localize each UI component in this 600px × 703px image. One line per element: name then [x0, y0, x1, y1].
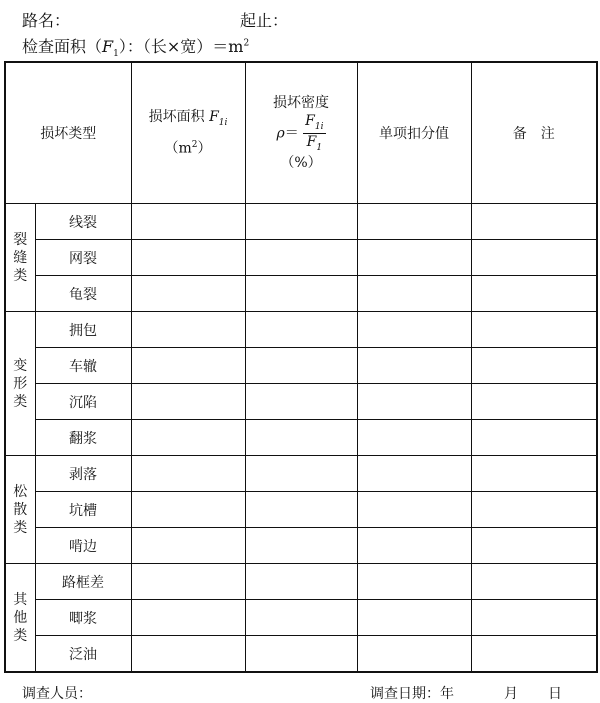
table-row [5, 636, 597, 673]
damage-area-label: 损坏面积 [148, 109, 205, 126]
damage-area-cell[interactable] [131, 420, 245, 456]
area-formula: ）：（长×宽）＝m [118, 37, 244, 56]
table-row [5, 492, 597, 528]
damage-area-cell[interactable] [131, 204, 245, 240]
table-row [5, 384, 597, 420]
header-damage-area [131, 62, 245, 204]
damage-area-cell[interactable] [131, 384, 245, 420]
table-row [5, 456, 597, 492]
remarks-cell[interactable] [471, 204, 597, 240]
year-label: 年 [440, 686, 454, 702]
damage-density-cell[interactable] [245, 636, 357, 673]
remarks-cell[interactable] [471, 348, 597, 384]
table-row [5, 528, 597, 564]
header-damage-density [245, 62, 357, 204]
remarks-cell[interactable] [471, 564, 597, 600]
deduction-cell[interactable] [357, 204, 471, 240]
damage-density-label: 损坏密度 [273, 94, 329, 111]
remarks-cell[interactable] [471, 384, 597, 420]
damage-item: 啃边 [35, 528, 131, 564]
damage-area-unit-close: ） [197, 140, 212, 157]
density-formula [246, 114, 357, 153]
deduction-cell[interactable] [357, 564, 471, 600]
deduction-cell[interactable] [357, 492, 471, 528]
damage-area-unit-exponent: 2 [191, 140, 198, 151]
damage-density-cell[interactable] [245, 384, 357, 420]
category-loosening: 松 散 类 [5, 456, 35, 564]
damage-item: 龟裂 [35, 276, 131, 312]
remarks-cell[interactable] [471, 636, 597, 673]
category-cracks: 裂 缝 类 [5, 204, 35, 312]
damage-density-cell[interactable] [245, 528, 357, 564]
survey-date-label: 调查日期： [370, 686, 440, 702]
table-row [5, 276, 597, 312]
damage-area-cell[interactable] [131, 456, 245, 492]
table-row [5, 312, 597, 348]
deduction-cell[interactable] [357, 456, 471, 492]
damage-area-cell[interactable] [131, 276, 245, 312]
category-other: 其 他 类 [5, 564, 35, 673]
day-label: 日 [548, 686, 562, 702]
remarks-cell[interactable] [471, 528, 597, 564]
remarks-cell[interactable] [471, 240, 597, 276]
damage-density-cell[interactable] [245, 204, 357, 240]
survey-date [370, 683, 562, 703]
deduction-cell[interactable] [357, 240, 471, 276]
deduction-cell[interactable] [357, 528, 471, 564]
remarks-cell[interactable] [471, 456, 597, 492]
table-row [5, 420, 597, 456]
header-remarks: 备 注 [471, 62, 597, 204]
remarks-cell[interactable] [471, 276, 597, 312]
damage-item: 唧浆 [35, 600, 131, 636]
damage-density-cell[interactable] [245, 420, 357, 456]
header-single-deduction: 单项扣分值 [357, 62, 471, 204]
inspection-area-line [22, 34, 249, 59]
deduction-cell[interactable] [357, 276, 471, 312]
damage-area-subscript: 1i [218, 118, 228, 129]
category-deformation: 变 形 类 [5, 312, 35, 456]
road-name-label: 路名： [22, 11, 71, 30]
density-unit: （%） [280, 155, 322, 172]
damage-density-cell[interactable] [245, 456, 357, 492]
damage-density-cell[interactable] [245, 312, 357, 348]
start-end-label: 起止： [240, 11, 289, 30]
density-equals: ＝ [284, 125, 299, 141]
month-label: 月 [504, 686, 518, 702]
damage-area-cell[interactable] [131, 564, 245, 600]
density-denominator: F [306, 133, 317, 150]
table-row [5, 564, 597, 600]
deduction-cell[interactable] [357, 636, 471, 673]
damage-area-cell[interactable] [131, 636, 245, 673]
remarks-cell[interactable] [471, 600, 597, 636]
damage-item: 翻浆 [35, 420, 131, 456]
damage-item: 线裂 [35, 204, 131, 240]
density-rho: ρ [276, 125, 285, 141]
damage-density-cell[interactable] [245, 600, 357, 636]
damage-item: 坑槽 [35, 492, 131, 528]
damage-density-cell[interactable] [245, 240, 357, 276]
remarks-cell[interactable] [471, 492, 597, 528]
damage-area-cell[interactable] [131, 240, 245, 276]
damage-item: 路框差 [35, 564, 131, 600]
header-damage-type: 损坏类型 [5, 62, 131, 204]
damage-area-cell[interactable] [131, 348, 245, 384]
deduction-cell[interactable] [357, 384, 471, 420]
damage-item: 泛油 [35, 636, 131, 673]
damage-item: 车辙 [35, 348, 131, 384]
damage-area-cell[interactable] [131, 600, 245, 636]
damage-item: 剥落 [35, 456, 131, 492]
density-denominator-sub: 1 [316, 142, 323, 153]
deduction-cell[interactable] [357, 600, 471, 636]
area-symbol: F [102, 37, 114, 56]
area-subscript: 1 [113, 49, 119, 60]
damage-survey-table [4, 61, 598, 673]
damage-area-cell[interactable] [131, 312, 245, 348]
damage-item: 沉陷 [35, 384, 131, 420]
remarks-cell[interactable] [471, 420, 597, 456]
density-numerator: F [305, 112, 315, 129]
damage-area-unit-open: （m [164, 140, 192, 157]
damage-density-cell[interactable] [245, 276, 357, 312]
area-prefix: 检查面积（ [22, 37, 103, 56]
surveyor-label: 调查人员： [22, 686, 92, 702]
damage-area-cell[interactable] [131, 528, 245, 564]
deduction-cell[interactable] [357, 348, 471, 384]
table-row [5, 348, 597, 384]
damage-item: 网裂 [35, 240, 131, 276]
damage-density-cell[interactable] [245, 492, 357, 528]
deduction-cell[interactable] [357, 420, 471, 456]
area-unit-exponent: 2 [243, 38, 250, 49]
damage-item: 拥包 [35, 312, 131, 348]
table-row [5, 240, 597, 276]
damage-density-cell[interactable] [245, 348, 357, 384]
deduction-cell[interactable] [357, 312, 471, 348]
table-header-row [5, 62, 597, 204]
damage-area-cell[interactable] [131, 492, 245, 528]
remarks-cell[interactable] [471, 312, 597, 348]
density-numerator-sub: 1i [314, 121, 324, 132]
damage-area-symbol: F [209, 109, 219, 126]
table-row [5, 600, 597, 636]
table-row [5, 204, 597, 240]
density-fraction [303, 114, 325, 153]
damage-density-cell[interactable] [245, 564, 357, 600]
